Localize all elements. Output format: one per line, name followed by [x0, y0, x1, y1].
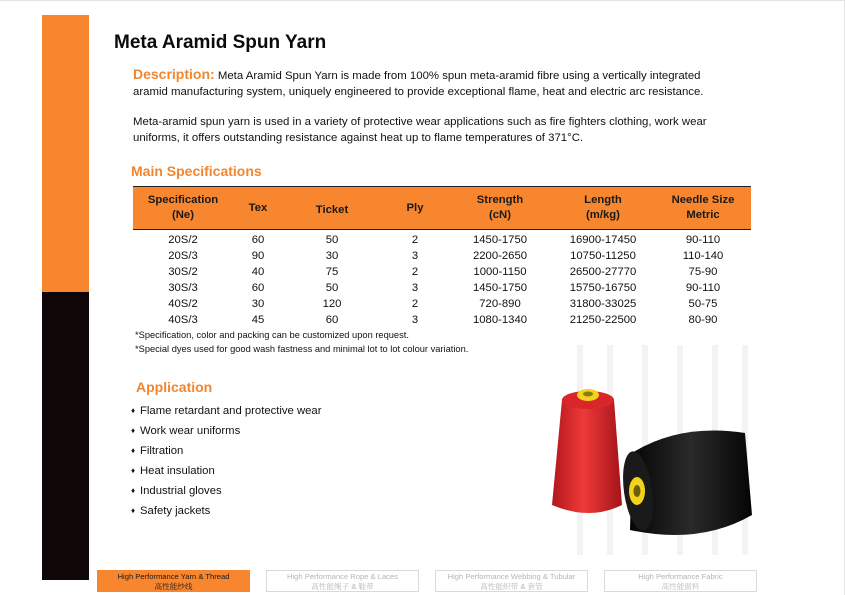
table-cell: 30S/2 [168, 266, 198, 278]
column-header-specification: Specification (Ne) [133, 187, 233, 230]
note-dyes: *Special dyes used for good wash fastness and minimal lot to lot colour variation. [135, 344, 469, 354]
table-cell: 60 [251, 234, 265, 246]
table-cell: 40 [251, 266, 265, 278]
table-cell: 90 [251, 250, 265, 262]
list-item: ♦ Industrial gloves [131, 481, 321, 501]
table-cell: 60 [251, 282, 265, 294]
footer-tab-fabric[interactable]: High Performance Fabric 高性能面料 [604, 570, 757, 592]
diamond-bullet-icon: ♦ [131, 426, 136, 435]
diamond-bullet-icon: ♦ [131, 446, 136, 455]
table-cell: 2200-2650 [472, 250, 528, 262]
table-cell: 40S/3 [168, 314, 198, 326]
table-cell: 75 [325, 266, 339, 278]
table-cell: 50 [325, 282, 339, 294]
yarn-cones-image [540, 345, 755, 560]
list-item: ♦ Work wear uniforms [131, 421, 321, 441]
table-cell: 720-890 [479, 298, 521, 310]
application-list [131, 401, 321, 521]
table-cell: 3 [411, 250, 419, 262]
list-item: ♦ Flame retardant and protective wear [131, 401, 321, 421]
description-paragraph-2: Meta-aramid spun yarn is used in a variety of protective wear applications such as fire fighters clothing, work wear uniforms, it offers outstanding resistance against heat up to flame temperatures of 371°C. [133, 116, 707, 144]
footer-tab-webbing-tubular[interactable]: High Performance Webbing & Tubular 高性能织带 & 套管 [435, 570, 588, 592]
table-cell: 1450-1750 [472, 282, 528, 294]
table-cell: 26500-27770 [569, 266, 637, 278]
table-cell: 1000-1150 [473, 266, 527, 278]
table-row [133, 230, 751, 249]
red-yarn-cone [552, 393, 622, 513]
table-cell: 2 [411, 298, 419, 310]
table-cell: 3 [411, 314, 419, 326]
column-header-ply: Ply [381, 187, 449, 230]
footer-navigation [97, 570, 757, 594]
table-cell: 30 [251, 298, 265, 310]
table-cell: 75-90 [688, 266, 718, 278]
description-heading: Description: [133, 66, 215, 82]
table-cell: 90-110 [685, 282, 721, 294]
table-cell: 3 [411, 282, 419, 294]
column-header-ticket: Ticket [283, 187, 381, 230]
table-row [133, 296, 751, 312]
table-cell: 45 [251, 314, 265, 326]
table-cell: 40S/2 [168, 298, 198, 310]
table-cell: 21250-22500 [569, 314, 637, 326]
table-cell: 90-110 [685, 234, 721, 246]
table-cell: 20S/3 [168, 250, 198, 262]
side-bar-orange [42, 15, 89, 292]
table-row [133, 312, 751, 328]
column-header-strength: Strength (cN) [449, 187, 551, 230]
table-cell: 80-90 [688, 314, 718, 326]
table-cell: 20S/2 [168, 234, 198, 246]
specifications-table [133, 186, 751, 328]
table-cell: 1450-1750 [472, 234, 528, 246]
table-cell: 120 [322, 298, 342, 310]
note-customization: *Specification, color and packing can be customized upon request. [135, 330, 409, 340]
table-cell: 15750-16750 [569, 282, 637, 294]
list-item: ♦ Filtration [131, 441, 321, 461]
side-bar-black [42, 292, 89, 580]
table-cell: 16900-17450 [569, 234, 637, 246]
table-cell: 31800-33025 [569, 298, 637, 310]
table-cell: 10750-11250 [570, 250, 636, 262]
diamond-bullet-icon: ♦ [131, 506, 136, 515]
table-row [133, 248, 751, 264]
description-paragraph-1 [133, 66, 733, 100]
table-cell: 50-75 [688, 298, 718, 310]
table-cell: 50 [325, 234, 339, 246]
footer-tab-yarn-thread[interactable]: High Performance Yarn & Thread 高性能纱线 [97, 570, 250, 592]
table-cell: 30S/3 [168, 282, 198, 294]
table-row [133, 280, 751, 296]
page-border-top [0, 0, 845, 1]
list-item: ♦ Heat insulation [131, 461, 321, 481]
table-header-row [133, 187, 751, 230]
footer-tab-rope-laces[interactable]: High Performance Rope & Laces 高性能绳子 & 鞋带 [266, 570, 419, 592]
list-item: ♦ Safety jackets [131, 501, 321, 521]
specification-notes [135, 328, 468, 356]
table-cell: 30 [325, 250, 339, 262]
table-cell: 2 [411, 234, 419, 246]
column-header-needle-size: Needle Size Metric [655, 187, 751, 230]
diamond-bullet-icon: ♦ [131, 406, 136, 415]
description-block [133, 66, 733, 146]
page-title: Meta Aramid Spun Yarn [114, 32, 327, 53]
main-specifications-heading: Main Specifications [131, 163, 262, 179]
application-heading: Application [136, 379, 213, 395]
table-row [133, 264, 751, 280]
table-cell: 2 [411, 266, 419, 278]
diamond-bullet-icon: ♦ [131, 466, 136, 475]
table-cell: 1080-1340 [472, 314, 528, 326]
column-header-length: Length (m/kg) [551, 187, 655, 230]
table-cell: 60 [325, 314, 339, 326]
column-header-tex: Tex [233, 187, 283, 230]
table-cell: 110-140 [682, 250, 724, 262]
diamond-bullet-icon: ♦ [131, 486, 136, 495]
description-text-1: Meta Aramid Spun Yarn is made from 100% spun meta-aramid fibre using a vertically integrated aramid manufacturing system, uniquely engineered to provide exceptional flame, heat and electric arc resistance. [133, 70, 704, 98]
